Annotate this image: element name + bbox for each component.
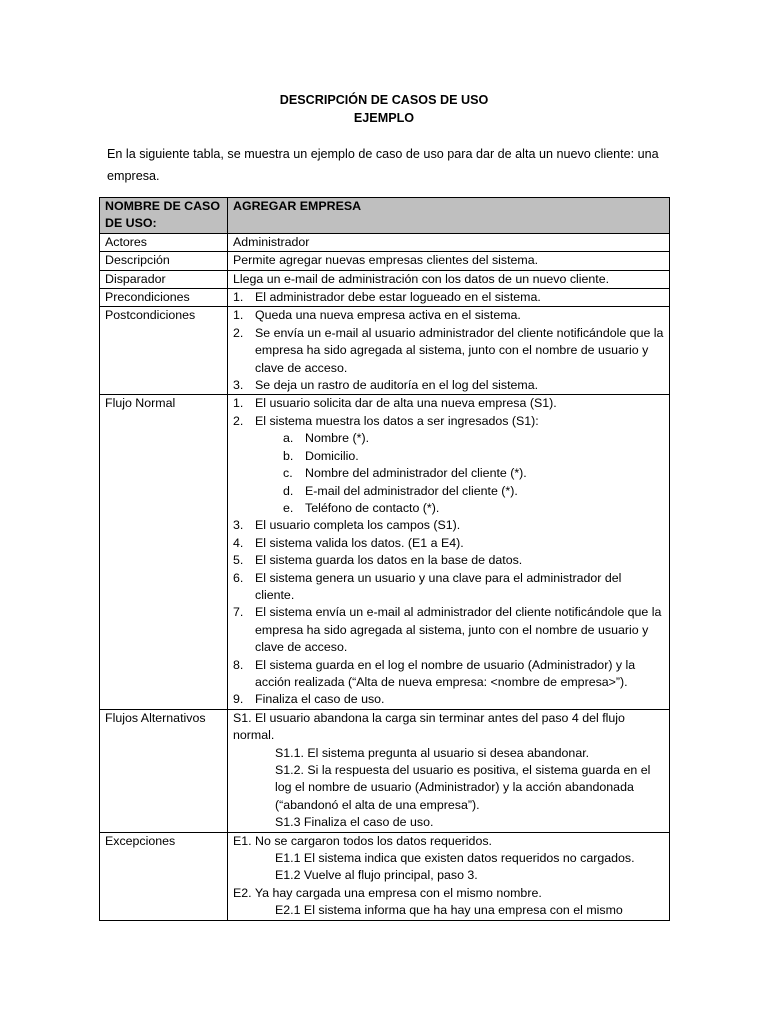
list-number: c. [283,466,293,481]
row-value [228,289,670,307]
list-number: d. [283,483,294,498]
list-number: 8. [233,657,244,672]
list-text: El sistema muestra los datos a ser ingresados (S1): [255,413,539,428]
list-item [233,570,664,605]
table-row-precondiciones [100,289,670,307]
list-number: 3. [233,518,244,533]
text-line: E2. Ya hay cargada una empresa con el mismo nombre. [233,885,542,900]
text-line: E1. No se cargaron todos los datos requeridos. [233,833,492,848]
use-case-table [99,197,670,921]
list-number: b. [283,448,294,463]
text-line: E1.2 Vuelve al flujo principal, paso 3. [275,868,478,883]
list-text: El usuario solicita dar de alta una nueva empresa (S1). [255,396,557,411]
list-number: e. [283,500,294,515]
list-text: Se envía un e-mail al usuario administrador del cliente notificándole que la empresa ha sido agregada al sistema, junto con el nombre de usuario y clave de acceso. [255,325,664,375]
text-line: E2.1 El sistema informa que ha hay una empresa con el mismo [275,903,623,918]
list-item [233,377,664,394]
list-number: 6. [233,570,244,585]
precondiciones-list [233,289,664,306]
document-title: DESCRIPCIÓN DE CASOS DE USO [279,93,489,107]
list-item [233,535,664,552]
row-value: Administrador [228,233,670,251]
table-header-row [100,198,670,234]
list-item [233,657,664,692]
table-row-disparador [100,270,670,288]
list-number: 2. [233,325,244,340]
list-item [283,465,664,482]
row-value [228,709,670,832]
row-label: Actores [100,233,228,251]
row-value: Permite agregar nuevas empresas clientes del sistema. [228,252,670,270]
list-item [233,691,664,708]
list-item [283,500,664,517]
use-case-name-value: AGREGAR EMPRESA [228,198,670,234]
row-value: Llega un e-mail de administración con los datos de un nuevo cliente. [228,270,670,288]
postcondiciones-list [233,307,664,394]
list-item [233,325,664,377]
list-number: 3. [233,378,244,393]
row-label: Flujo Normal [100,395,228,709]
flujo-normal-rest [233,517,664,708]
excepciones-lines [233,833,664,920]
text-line: S1. El usuario abandona la carga sin terminar antes del paso 4 del flujo normal. [233,710,625,743]
row-label: Postcondiciones [100,307,228,395]
list-item [283,448,664,465]
row-label: Precondiciones [100,289,228,307]
row-label: Excepciones [100,832,228,920]
row-label: Disparador [100,270,228,288]
use-case-name-label: NOMBRE DE CASO DE USO: [100,198,228,234]
flujo-normal-sublist [233,430,664,517]
list-text: Domicilio. [305,448,359,463]
flujo-normal-list [233,395,664,708]
table-row-postcondiciones [100,307,670,395]
text-line: S1.3 Finaliza el caso de uso. [275,815,434,830]
list-text: Queda una nueva empresa activa en el sistema. [255,308,521,323]
list-text: El usuario completa los campos (S1). [255,518,461,533]
table-row-descripcion [100,252,670,270]
list-number: 1. [233,308,244,323]
list-text: Nombre del administrador del cliente (*). [305,466,527,481]
flujos-alternativos-lines [233,710,664,832]
list-number: 5. [233,553,244,568]
table-row-flujos-alternativos [100,709,670,832]
text-line: S1.2. Si la respuesta del usuario es positiva, el sistema guarda en el log el nombre de usuario (Administrador) y la acción abandonada (“abandonó el alta de una empresa”). [275,763,651,812]
list-item [283,430,664,447]
list-text: El sistema genera un usuario y una clave para el administrador del cliente. [255,570,622,602]
list-number: a. [283,431,294,446]
list-item [233,307,664,324]
list-item [233,289,664,306]
row-value [228,307,670,395]
document-subtitle: EJEMPLO [353,111,415,125]
list-item [283,483,664,500]
list-text: El sistema envía un e-mail al administrador del cliente notificándole que la empresa ha sido agregada al sistema, junto con el nombre de usuario y clave de acceso. [255,605,662,655]
list-text: Se deja un rastro de auditoría en el log del sistema. [255,378,539,393]
table-row-actores [100,233,670,251]
text-line: E1.1 El sistema indica que existen datos requeridos no cargados. [275,851,635,866]
table-row-flujo-normal [100,395,670,709]
list-text: El sistema valida los datos. (E1 a E4). [255,535,464,550]
list-number: 1. [233,396,244,411]
list-item [233,552,664,569]
list-number: 9. [233,692,244,707]
row-value [228,832,670,920]
list-item [233,395,664,412]
list-number: 1. [233,290,244,305]
list-text: El administrador debe estar logueado en el sistema. [255,290,541,305]
list-text: El sistema guarda en el log el nombre de usuario (Administrador) y la acción realizada (“Alta de nueva empresa: <nombre de empresa>”). [255,657,636,689]
intro-paragraph: En la siguiente tabla, se muestra un ejemplo de caso de uso para dar de alta un nuevo cliente: una empresa. [107,147,659,183]
list-number: 7. [233,605,244,620]
list-number: 2. [233,413,244,428]
list-text: El sistema guarda los datos en la base de datos. [255,553,523,568]
table-row-excepciones [100,832,670,920]
row-value [228,395,670,709]
text-line: S1.1. El sistema pregunta al usuario si desea abandonar. [275,745,590,760]
list-text: Finaliza el caso de uso. [255,692,385,707]
list-item [233,604,664,656]
row-label: Descripción [100,252,228,270]
list-text: Teléfono de contacto (*). [305,500,440,515]
list-text: E-mail del administrador del cliente (*). [305,483,518,498]
list-text: Nombre (*). [305,431,370,446]
row-label: Flujos Alternativos [100,709,228,832]
list-number: 4. [233,535,244,550]
list-item [233,517,664,534]
list-item [233,413,664,430]
